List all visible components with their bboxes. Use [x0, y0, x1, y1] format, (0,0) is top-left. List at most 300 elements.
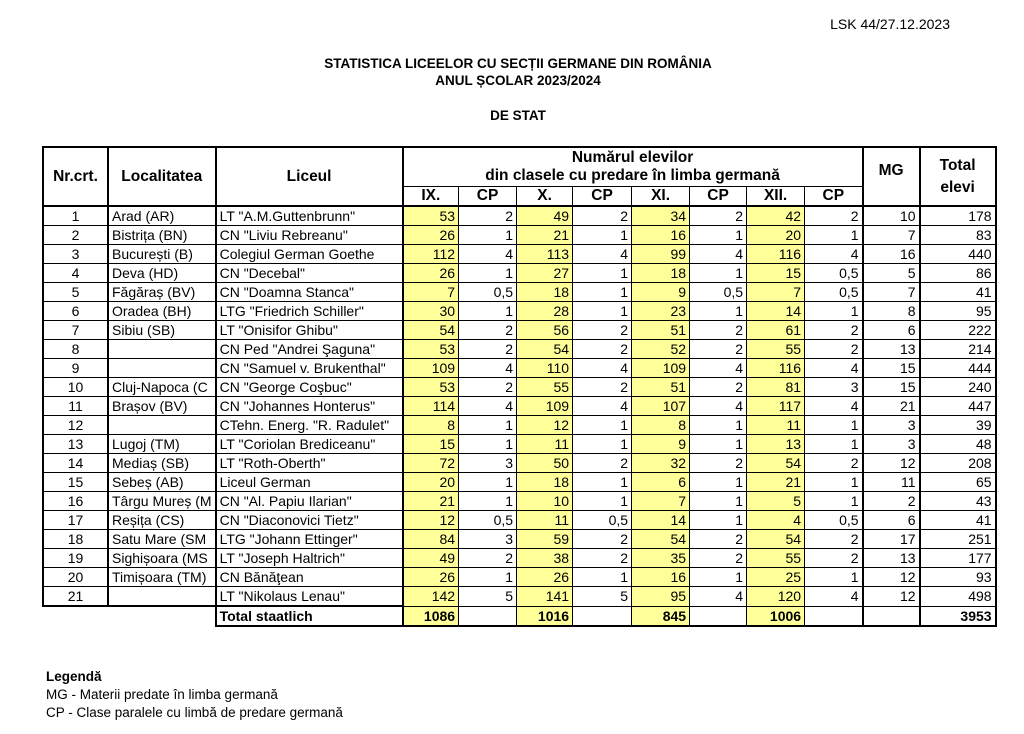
cell-liceu: CN Ped "Andrei Şaguna"	[216, 340, 403, 359]
totals-total: 3953	[920, 606, 996, 626]
totals-value	[805, 606, 863, 626]
legend	[46, 668, 343, 722]
cell-value: 1	[459, 302, 517, 321]
table-row	[43, 226, 996, 245]
cell-value: 13	[747, 435, 805, 454]
totals-label: Total staatlich	[216, 606, 403, 626]
cell-value: 116	[747, 245, 805, 264]
cell-value: 2	[690, 340, 747, 359]
cell-value: 1	[690, 302, 747, 321]
document-subtitle: DE STAT	[490, 108, 546, 123]
cell-liceu: LT "A.M.Guttenbrunn"	[216, 206, 403, 226]
blank-cell	[108, 606, 216, 626]
cell-value: 1	[459, 473, 517, 492]
cell-value: 2	[459, 321, 517, 340]
cell-value: 11	[517, 435, 573, 454]
cell-value: 21	[517, 226, 573, 245]
cell-value: 0,5	[459, 283, 517, 302]
cell-value: 2	[805, 340, 863, 359]
table-row	[43, 245, 996, 264]
totals-value	[690, 606, 747, 626]
table-row	[43, 378, 996, 397]
cell-mg: 3	[863, 435, 920, 454]
cell-value: 3	[459, 530, 517, 549]
cell-value: 109	[517, 397, 573, 416]
header-localitate: Localitatea	[108, 147, 216, 206]
cell-value: 42	[747, 206, 805, 226]
cell-value: 4	[573, 245, 632, 264]
cell-nr: 20	[43, 568, 108, 587]
cell-value: 2	[805, 321, 863, 340]
cell-value: 117	[747, 397, 805, 416]
cell-mg: 5	[863, 264, 920, 283]
cell-value: 1	[690, 226, 747, 245]
cell-total: 93	[920, 568, 996, 587]
cell-value: 50	[517, 454, 573, 473]
cell-value: 26	[403, 226, 459, 245]
cell-value: 55	[747, 549, 805, 568]
cell-value: 95	[632, 587, 690, 607]
cell-value: 1	[573, 568, 632, 587]
cell-value: 1	[805, 435, 863, 454]
cell-nr: 18	[43, 530, 108, 549]
table-row	[43, 359, 996, 378]
cell-value: 2	[459, 340, 517, 359]
cell-mg: 16	[863, 245, 920, 264]
cell-nr: 1	[43, 206, 108, 226]
header-nr: Nr.crt.	[43, 147, 108, 206]
cell-nr: 3	[43, 245, 108, 264]
cell-value: 1	[573, 435, 632, 454]
cell-value: 1	[573, 264, 632, 283]
cell-value: 3	[459, 454, 517, 473]
cell-value: 81	[747, 378, 805, 397]
cell-value: 21	[747, 473, 805, 492]
cell-value: 4	[573, 397, 632, 416]
cell-liceu: CN "Samuel v. Brukenthal"	[216, 359, 403, 378]
table-row	[43, 302, 996, 321]
cell-localitate: Sebeș (AB)	[108, 473, 216, 492]
cell-value: 2	[573, 378, 632, 397]
cell-value: 4	[573, 359, 632, 378]
cell-nr: 5	[43, 283, 108, 302]
cell-value: 27	[517, 264, 573, 283]
header-total	[920, 147, 996, 206]
table-body	[43, 206, 996, 626]
cell-total: 177	[920, 549, 996, 568]
cell-value: 26	[403, 568, 459, 587]
cell-value: 49	[403, 549, 459, 568]
cell-value: 1	[459, 416, 517, 435]
cell-nr: 2	[43, 226, 108, 245]
cell-value: 51	[632, 321, 690, 340]
cell-mg: 10	[863, 206, 920, 226]
totals-value	[573, 606, 632, 626]
table-row	[43, 454, 996, 473]
cell-value: 8	[403, 416, 459, 435]
cell-value: 142	[403, 587, 459, 607]
cell-value: 1	[805, 416, 863, 435]
cell-total: 178	[920, 206, 996, 226]
header-liceu: Liceul	[216, 147, 403, 206]
cell-value: 2	[690, 530, 747, 549]
cell-value: 2	[459, 549, 517, 568]
cell-liceu: LTG "Friedrich Schiller"	[216, 302, 403, 321]
header-group	[403, 147, 863, 187]
cell-value: 1	[573, 492, 632, 511]
cell-value: 1	[690, 492, 747, 511]
cell-value: 53	[403, 340, 459, 359]
cell-value: 2	[805, 530, 863, 549]
cell-value: 1	[805, 473, 863, 492]
cell-value: 54	[517, 340, 573, 359]
cell-value: 2	[805, 549, 863, 568]
cell-total: 83	[920, 226, 996, 245]
cell-liceu: Liceul German	[216, 473, 403, 492]
cell-value: 15	[403, 435, 459, 454]
cell-value: 32	[632, 454, 690, 473]
cell-value: 1	[805, 302, 863, 321]
header-sub-6: XII.	[747, 187, 805, 207]
cell-value: 38	[517, 549, 573, 568]
totals-mg	[863, 606, 920, 626]
cell-value: 1	[690, 473, 747, 492]
cell-value: 12	[403, 511, 459, 530]
cell-total: 240	[920, 378, 996, 397]
cell-value: 7	[632, 492, 690, 511]
cell-localitate: Timișoara (TM)	[108, 568, 216, 587]
cell-value: 54	[747, 530, 805, 549]
cell-localitate: Deva (HD)	[108, 264, 216, 283]
cell-localitate	[108, 587, 216, 607]
cell-value: 2	[459, 378, 517, 397]
cell-localitate: Arad (AR)	[108, 206, 216, 226]
cell-value: 11	[747, 416, 805, 435]
cell-value: 1	[459, 264, 517, 283]
cell-value: 4	[459, 245, 517, 264]
table-row	[43, 473, 996, 492]
cell-value: 2	[573, 206, 632, 226]
cell-value: 1	[690, 568, 747, 587]
cell-mg: 21	[863, 397, 920, 416]
cell-value: 28	[517, 302, 573, 321]
legend-title: Legendă	[46, 669, 102, 684]
cell-nr: 11	[43, 397, 108, 416]
cell-value: 1	[573, 302, 632, 321]
cell-value: 30	[403, 302, 459, 321]
cell-liceu: CN "Liviu Rebreanu"	[216, 226, 403, 245]
cell-value: 1	[805, 492, 863, 511]
cell-value: 59	[517, 530, 573, 549]
cell-value: 116	[747, 359, 805, 378]
header-group-line1: Numărul elevilor	[571, 149, 694, 166]
cell-liceu: LT "Roth-Oberth"	[216, 454, 403, 473]
cell-liceu: CN "Johannes Honterus"	[216, 397, 403, 416]
school-year: ANUL ȘCOLAR 2023/2024	[435, 73, 601, 88]
cell-value: 99	[632, 245, 690, 264]
cell-value: 3	[805, 378, 863, 397]
cell-total: 48	[920, 435, 996, 454]
cell-localitate: Reșița (CS)	[108, 511, 216, 530]
cell-nr: 13	[43, 435, 108, 454]
cell-value: 11	[517, 511, 573, 530]
cell-value: 141	[517, 587, 573, 607]
cell-value: 18	[632, 264, 690, 283]
cell-value: 20	[403, 473, 459, 492]
cell-value: 4	[690, 245, 747, 264]
cell-value: 1	[690, 511, 747, 530]
cell-mg: 15	[863, 378, 920, 397]
table-row	[43, 511, 996, 530]
cell-value: 20	[747, 226, 805, 245]
cell-value: 2	[573, 530, 632, 549]
cell-liceu: CN "Al. Papiu Ilarian"	[216, 492, 403, 511]
cell-value: 114	[403, 397, 459, 416]
cell-value: 54	[747, 454, 805, 473]
cell-value: 2	[573, 549, 632, 568]
cell-localitate: Sighișoara (MS	[108, 549, 216, 568]
cell-value: 1	[459, 226, 517, 245]
table-row	[43, 549, 996, 568]
cell-value: 4	[805, 397, 863, 416]
cell-total: 65	[920, 473, 996, 492]
cell-total: 498	[920, 587, 996, 607]
header-group-line2: din clasele cu predare în limba germană	[485, 167, 780, 184]
cell-value: 2	[690, 321, 747, 340]
cell-value: 18	[517, 473, 573, 492]
cell-nr: 14	[43, 454, 108, 473]
cell-value: 54	[403, 321, 459, 340]
cell-value: 120	[747, 587, 805, 607]
cell-liceu: LT "Coriolan Brediceanu"	[216, 435, 403, 454]
totals-value: 845	[632, 606, 690, 626]
cell-value: 14	[632, 511, 690, 530]
table-row	[43, 587, 996, 607]
table-row	[43, 264, 996, 283]
cell-value: 5	[573, 587, 632, 607]
cell-value: 6	[632, 473, 690, 492]
cell-value: 1	[690, 416, 747, 435]
cell-mg: 8	[863, 302, 920, 321]
cell-total: 39	[920, 416, 996, 435]
cell-value: 1	[690, 264, 747, 283]
header-sub-7: CP	[805, 187, 863, 207]
cell-mg: 6	[863, 511, 920, 530]
cell-value: 54	[632, 530, 690, 549]
legend-item-mg: MG - Materii predate în limba germană	[46, 687, 278, 702]
cell-value: 8	[632, 416, 690, 435]
cell-nr: 17	[43, 511, 108, 530]
table-row	[43, 492, 996, 511]
cell-value: 0,5	[573, 511, 632, 530]
statistics-table	[42, 146, 997, 627]
cell-liceu: CN "Decebal"	[216, 264, 403, 283]
cell-value: 4	[805, 245, 863, 264]
cell-value: 21	[403, 492, 459, 511]
cell-value: 4	[690, 397, 747, 416]
cell-value: 52	[632, 340, 690, 359]
cell-value: 0,5	[805, 511, 863, 530]
cell-value: 4	[690, 359, 747, 378]
cell-mg: 6	[863, 321, 920, 340]
cell-value: 15	[747, 264, 805, 283]
cell-value: 53	[403, 378, 459, 397]
header-total-line2: elevi	[940, 178, 975, 196]
table-row	[43, 416, 996, 435]
cell-value: 23	[632, 302, 690, 321]
document-title: STATISTICA LICEELOR CU SECȚII GERMANE DIN ROMÂNIA	[324, 56, 712, 71]
cell-value: 7	[403, 283, 459, 302]
cell-value: 2	[573, 340, 632, 359]
header-sub-2: X.	[517, 187, 573, 207]
header-total-line1: Total	[939, 156, 976, 174]
cell-value: 2	[459, 206, 517, 226]
cell-nr: 6	[43, 302, 108, 321]
cell-value: 10	[517, 492, 573, 511]
header-sub-3: CP	[573, 187, 632, 207]
cell-value: 2	[690, 206, 747, 226]
cell-mg: 12	[863, 568, 920, 587]
table-row	[43, 435, 996, 454]
header-sub-1: CP	[459, 187, 517, 207]
cell-liceu: CN "George Coşbuc"	[216, 378, 403, 397]
cell-value: 25	[747, 568, 805, 587]
cell-value: 1	[573, 226, 632, 245]
totals-value: 1016	[517, 606, 573, 626]
cell-localitate	[108, 340, 216, 359]
blank-cell	[43, 606, 108, 626]
cell-value: 7	[747, 283, 805, 302]
cell-localitate: București (B)	[108, 245, 216, 264]
cell-value: 35	[632, 549, 690, 568]
table-row	[43, 340, 996, 359]
cell-value: 0,5	[459, 511, 517, 530]
cell-value: 5	[747, 492, 805, 511]
cell-total: 440	[920, 245, 996, 264]
cell-value: 49	[517, 206, 573, 226]
totals-value: 1006	[747, 606, 805, 626]
cell-nr: 16	[43, 492, 108, 511]
cell-total: 208	[920, 454, 996, 473]
header-sub-0: IX.	[403, 187, 459, 207]
cell-localitate: Făgăraș (BV)	[108, 283, 216, 302]
cell-value: 34	[632, 206, 690, 226]
table-row	[43, 397, 996, 416]
table-row	[43, 321, 996, 340]
cell-value: 84	[403, 530, 459, 549]
cell-mg: 15	[863, 359, 920, 378]
cell-mg: 17	[863, 530, 920, 549]
cell-value: 5	[459, 587, 517, 607]
cell-liceu: Colegiul German Goethe	[216, 245, 403, 264]
cell-mg: 3	[863, 416, 920, 435]
header-sub-4: XI.	[632, 187, 690, 207]
cell-localitate: Lugoj (TM)	[108, 435, 216, 454]
cell-total: 86	[920, 264, 996, 283]
header-mg: MG	[863, 147, 920, 206]
cell-liceu: LT "Onisifor Ghibu"	[216, 321, 403, 340]
cell-value: 0,5	[805, 264, 863, 283]
cell-total: 95	[920, 302, 996, 321]
cell-value: 2	[573, 454, 632, 473]
cell-nr: 7	[43, 321, 108, 340]
cell-value: 2	[690, 454, 747, 473]
cell-mg: 12	[863, 454, 920, 473]
cell-localitate: Oradea (BH)	[108, 302, 216, 321]
cell-value: 56	[517, 321, 573, 340]
cell-value: 2	[690, 378, 747, 397]
cell-localitate: Târgu Mureș (M	[108, 492, 216, 511]
cell-nr: 10	[43, 378, 108, 397]
cell-nr: 8	[43, 340, 108, 359]
cell-value: 4	[690, 587, 747, 607]
cell-total: 251	[920, 530, 996, 549]
cell-value: 107	[632, 397, 690, 416]
cell-localitate: Mediaș (SB)	[108, 454, 216, 473]
cell-value: 1	[573, 473, 632, 492]
cell-liceu: CN Bănăţean	[216, 568, 403, 587]
cell-total: 214	[920, 340, 996, 359]
totals-value	[459, 606, 517, 626]
table-row	[43, 283, 996, 302]
cell-value: 16	[632, 568, 690, 587]
cell-mg: 13	[863, 340, 920, 359]
cell-total: 43	[920, 492, 996, 511]
cell-value: 72	[403, 454, 459, 473]
cell-liceu: LT "Nikolaus Lenau"	[216, 587, 403, 607]
table-row	[43, 568, 996, 587]
cell-value: 1	[459, 435, 517, 454]
cell-liceu: CTehn. Energ. "R. Radulet"	[216, 416, 403, 435]
table-row	[43, 530, 996, 549]
cell-value: 14	[747, 302, 805, 321]
cell-value: 4	[747, 511, 805, 530]
cell-value: 1	[573, 416, 632, 435]
cell-value: 2	[690, 549, 747, 568]
cell-value: 1	[459, 568, 517, 587]
cell-liceu: LT "Joseph Haltrich"	[216, 549, 403, 568]
cell-value: 18	[517, 283, 573, 302]
cell-value: 109	[403, 359, 459, 378]
cell-nr: 12	[43, 416, 108, 435]
cell-mg: 7	[863, 283, 920, 302]
cell-value: 1	[459, 492, 517, 511]
cell-value: 4	[805, 587, 863, 607]
cell-total: 41	[920, 511, 996, 530]
totals-value: 1086	[403, 606, 459, 626]
cell-nr: 4	[43, 264, 108, 283]
cell-nr: 15	[43, 473, 108, 492]
cell-mg: 11	[863, 473, 920, 492]
cell-value: 2	[805, 206, 863, 226]
cell-localitate: Cluj-Napoca (C	[108, 378, 216, 397]
cell-liceu: LTG "Johann Ettinger"	[216, 530, 403, 549]
cell-value: 9	[632, 435, 690, 454]
document-reference: LSK 44/27.12.2023	[830, 16, 950, 32]
table-header	[43, 147, 996, 206]
cell-value: 61	[747, 321, 805, 340]
cell-value: 2	[805, 454, 863, 473]
cell-nr: 19	[43, 549, 108, 568]
cell-total: 222	[920, 321, 996, 340]
cell-total: 444	[920, 359, 996, 378]
cell-value: 55	[747, 340, 805, 359]
cell-value: 4	[805, 359, 863, 378]
cell-localitate	[108, 359, 216, 378]
cell-value: 112	[403, 245, 459, 264]
cell-localitate	[108, 416, 216, 435]
totals-row	[43, 606, 996, 626]
